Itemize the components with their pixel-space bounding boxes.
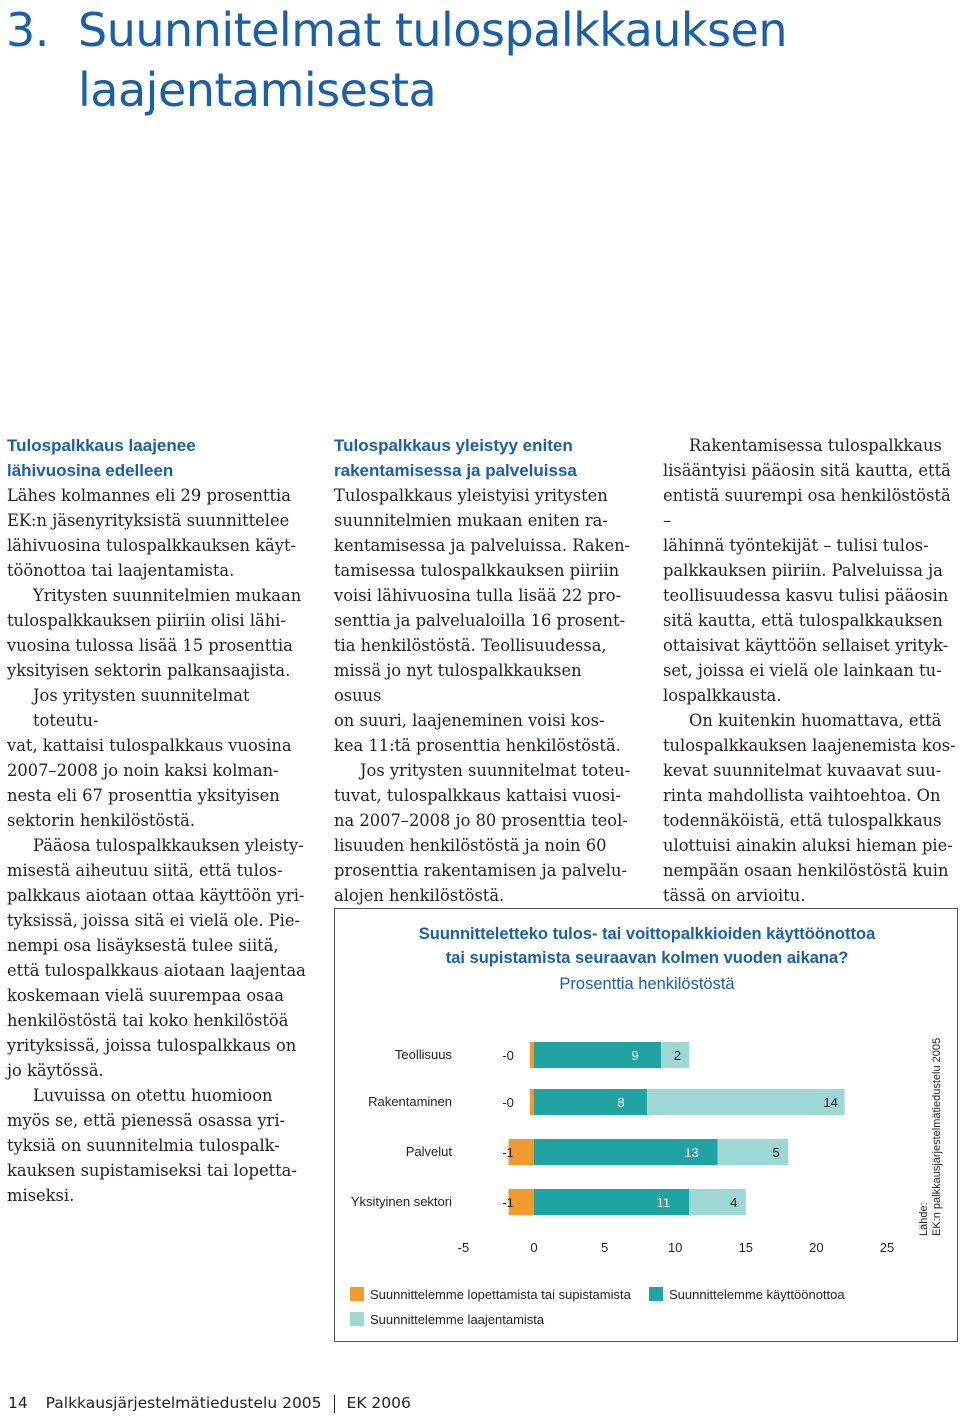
- paragraph: [7, 833, 307, 1083]
- data-label-laajentamista: 14: [823, 1095, 838, 1110]
- text-line: henkilöstöstä tai koko henkilöstöä: [7, 1011, 289, 1030]
- paragraph: [7, 1083, 307, 1208]
- footer-separator: [334, 1395, 335, 1413]
- text-line: palkkaus aiotaan ottaa käyttöön yri-: [7, 886, 305, 905]
- text-line: On kuitenkin huomattava, että: [689, 711, 942, 730]
- text-line: ulottuisi ainakin aluksi hieman pie-: [663, 836, 953, 855]
- source-label: Lähde:: [918, 1202, 930, 1236]
- text-line: jo käytössä.: [7, 1061, 104, 1080]
- x-tick-label: 10: [667, 1240, 683, 1255]
- text-line: vuosina tulossa lisää 15 prosenttia: [7, 636, 293, 655]
- text-line: kentamisessa ja palveluissa. Raken-: [334, 536, 631, 555]
- text-line: tulospalkkauksen laajenemista kos-: [663, 736, 956, 755]
- paragraph: [663, 708, 959, 908]
- text-line: Pääosa tulospalkkauksen yleisty-: [33, 836, 304, 855]
- text-line: töönottoa tai laajentamista.: [7, 561, 235, 580]
- text-line: senttia ja palvelualoilla 16 prosent-: [334, 611, 626, 630]
- text-line: Jos yritysten suunnitelmat toteutu-: [33, 686, 250, 730]
- bar-kayttoonottoa: [534, 1089, 647, 1115]
- source-note: [914, 1020, 944, 1240]
- paragraph: [334, 483, 634, 758]
- chapter-number: 3.: [6, 3, 49, 57]
- text-line: misestä aiheutuu siitä, että tulos-: [7, 861, 283, 880]
- heading-line: Tulospalkkaus yleistyy eniten: [334, 436, 573, 455]
- data-label-kayttoonottoa: 11: [656, 1195, 671, 1210]
- chart-subtitle: Prosenttia henkilöstöstä: [559, 975, 735, 993]
- text-line: lisuuden henkilöstöstä ja noin 60: [334, 836, 607, 855]
- x-tick-label: -5: [457, 1240, 470, 1255]
- data-label-supistamista: -1: [502, 1145, 514, 1160]
- text-line: na 2007–2008 jo 80 prosenttia teol-: [334, 811, 628, 830]
- data-label-laajentamista: 5: [772, 1145, 780, 1160]
- text-line: tia henkilöstöstä. Teollisuudessa,: [334, 636, 607, 655]
- legend-label-laajentamista: Suunnittelemme laajentamista: [370, 1312, 545, 1327]
- text-line: Tulospalkkaus yleistyisi yritysten: [334, 486, 608, 505]
- bar-supistamista: [530, 1042, 534, 1068]
- legend-label-kayttoonottoa: Suunnittelemme käyttöönottoa: [669, 1287, 845, 1302]
- paragraph: [7, 683, 307, 833]
- bar-chart: [334, 1000, 914, 1270]
- page-title: [6, 0, 787, 120]
- text-line: nempi osa lisäyksestä tulee siitä,: [7, 936, 279, 955]
- text-line: vat, kattaisi tulospalkkaus vuosina: [7, 736, 292, 755]
- legend-swatch-supistamista: [350, 1287, 364, 1301]
- data-label-kayttoonottoa: 8: [617, 1095, 625, 1110]
- chart-legend: [334, 1280, 958, 1340]
- text-line: alojen henkilöstöstä.: [334, 886, 505, 905]
- title-line-2: laajentamisesta: [78, 63, 437, 117]
- text-line: todennäköistä, että tulospalkkaus: [663, 811, 942, 830]
- heading-line: lähivuosina edelleen: [7, 461, 174, 480]
- text-line: Luvuissa on otettu huomioon: [33, 1086, 273, 1105]
- paragraph: [334, 758, 634, 908]
- legend-swatch-laajentamista: [350, 1312, 364, 1326]
- text-line: Rakentamisessa tulospalkkaus: [689, 436, 942, 455]
- chart-title-line-1: Suunnitteletteko tulos- tai voittopalkkioiden käyttöönottoa: [418, 925, 876, 943]
- column-heading: [334, 433, 634, 483]
- legend-swatch-kayttoonottoa: [649, 1287, 663, 1301]
- x-tick-label: 25: [879, 1240, 895, 1255]
- text-line: 2007–2008 jo noin kaksi kolman-: [7, 761, 279, 780]
- x-tick-label: 5: [600, 1240, 609, 1255]
- text-line: entistä suurempi osa henkilöstöstä –: [663, 486, 951, 530]
- page-footer: [8, 1394, 411, 1413]
- text-line: sektorin henkilöstöstä.: [7, 811, 196, 830]
- footer-publisher: EK 2006: [346, 1394, 411, 1412]
- text-line: lisääntyisi pääosin sitä kautta, että: [663, 461, 951, 480]
- text-line: teollisuudessa kasvu tulisi pääosin: [663, 586, 949, 605]
- text-line: tyksiä on suunnitelmia tulospalk-: [7, 1136, 280, 1155]
- paragraph: [663, 433, 959, 708]
- text-line: nesta eli 67 prosenttia yksityisen: [7, 786, 280, 805]
- text-line: että tulospalkkaus aiotaan laajentaa: [7, 961, 306, 980]
- text-line: lähivuosina tulospalkkauksen käyt-: [7, 536, 297, 555]
- text-line: kauksen supistamiseksi tai lopetta-: [7, 1161, 297, 1180]
- text-line: Yritysten suunnitelmien mukaan: [33, 586, 302, 605]
- text-line: tyksissä, joissa sitä ei vielä ole. Pie-: [7, 911, 301, 930]
- text-line: sitä kautta, että tulospalkkauksen: [663, 611, 943, 630]
- text-line: yrityksissä, joissa tulospalkkaus on: [7, 1036, 297, 1055]
- text-line: tamisessa tulospalkkauksen piiriin: [334, 561, 620, 580]
- text-line: myös se, että pienessä osassa yri-: [7, 1111, 286, 1130]
- source-text: EK:n palkkausjärjestelmätiedustelu 2005: [931, 1037, 943, 1236]
- text-line: kevat suunnitelmat kuvaavat suu-: [663, 761, 942, 780]
- text-line: voisi lähivuosina tulla lisää 22 pro-: [334, 586, 622, 605]
- column-1: [7, 433, 307, 1208]
- text-line: tuvat, tulospalkkaus kattaisi vuosi-: [334, 786, 621, 805]
- text-line: rinta mahdollista vaihtoehtoa. On: [663, 786, 941, 805]
- text-line: lospalkkausta.: [663, 686, 782, 705]
- text-line: on suuri, laajeneminen voisi kos-: [334, 711, 605, 730]
- data-label-laajentamista: 4: [730, 1195, 738, 1210]
- data-label-supistamista: -0: [502, 1095, 514, 1110]
- text-line: prosenttia rakentamisen ja palvelu-: [334, 861, 627, 880]
- paragraph: [7, 583, 307, 683]
- data-label-laajentamista: 2: [673, 1048, 681, 1063]
- title-line-1: Suunnitelmat tulospalkkauksen: [78, 3, 787, 57]
- text-line: missä jo nyt tulospalkkauksen osuus: [334, 661, 582, 705]
- heading-line: rakentamisessa ja palveluissa: [334, 461, 577, 480]
- text-line: Jos yritysten suunnitelmat toteu-: [360, 761, 631, 780]
- heading-line: Tulospalkkaus laajenee: [7, 436, 196, 455]
- category-label: Rakentaminen: [368, 1094, 452, 1109]
- category-label: Yksityinen sektori: [350, 1194, 452, 1209]
- text-line: palkkauksen piiriin. Palveluissa ja: [663, 561, 943, 580]
- data-label-kayttoonottoa: 9: [631, 1048, 639, 1063]
- x-tick-label: 15: [738, 1240, 754, 1255]
- text-line: tulospalkkauksen piiriin olisi lähi-: [7, 611, 286, 630]
- category-label: Palvelut: [405, 1144, 452, 1159]
- footer-publication: Palkkausjärjestelmätiedustelu 2005: [45, 1394, 322, 1412]
- x-tick-label: 0: [530, 1240, 538, 1255]
- text-line: ottaisivat käyttöön sellaiset yrityk-: [663, 636, 949, 655]
- page-number: 14: [8, 1394, 28, 1412]
- text-line: yksityisen sektorin palkansaajista.: [7, 661, 291, 680]
- data-label-kayttoonottoa: 13: [684, 1145, 699, 1160]
- text-line: koskemaan vielä suurempaa osaa: [7, 986, 284, 1005]
- bar-laajentamista: [647, 1089, 845, 1115]
- text-line: EK:n jäsenyrityksistä suunnittelee: [7, 511, 290, 530]
- column-heading: [7, 433, 307, 483]
- category-label: Teollisuus: [394, 1047, 452, 1062]
- text-line: set, joissa ei vielä ole lainkaan tu-: [663, 661, 942, 680]
- text-line: tässä on arvioitu.: [663, 886, 806, 905]
- bar-kayttoonottoa: [534, 1042, 661, 1068]
- text-line: miseksi.: [7, 1186, 75, 1205]
- x-tick-label: 20: [809, 1240, 824, 1255]
- text-line: lähinnä työntekijät – tulisi tulos-: [663, 536, 929, 555]
- paragraph: [7, 483, 307, 583]
- bar-supistamista: [530, 1089, 534, 1115]
- text-line: Lähes kolmannes eli 29 prosenttia: [7, 486, 291, 505]
- chart-title-line-2: tai supistamista seuraavan kolmen vuoden aikana?: [445, 949, 849, 967]
- column-3: [663, 433, 959, 908]
- text-line: suunnitelmien mukaan eniten ra-: [334, 511, 608, 530]
- column-2: [334, 433, 634, 908]
- chart-title: [334, 922, 960, 970]
- text-line: nempään osaan henkilöstöstä kuin: [663, 861, 949, 880]
- legend-label-supistamista: Suunnittelemme lopettamista tai supistamista: [370, 1287, 631, 1302]
- data-label-supistamista: -1: [502, 1195, 514, 1210]
- text-line: kea 11:tä prosenttia henkilöstöstä.: [334, 736, 621, 755]
- data-label-supistamista: -0: [502, 1048, 514, 1063]
